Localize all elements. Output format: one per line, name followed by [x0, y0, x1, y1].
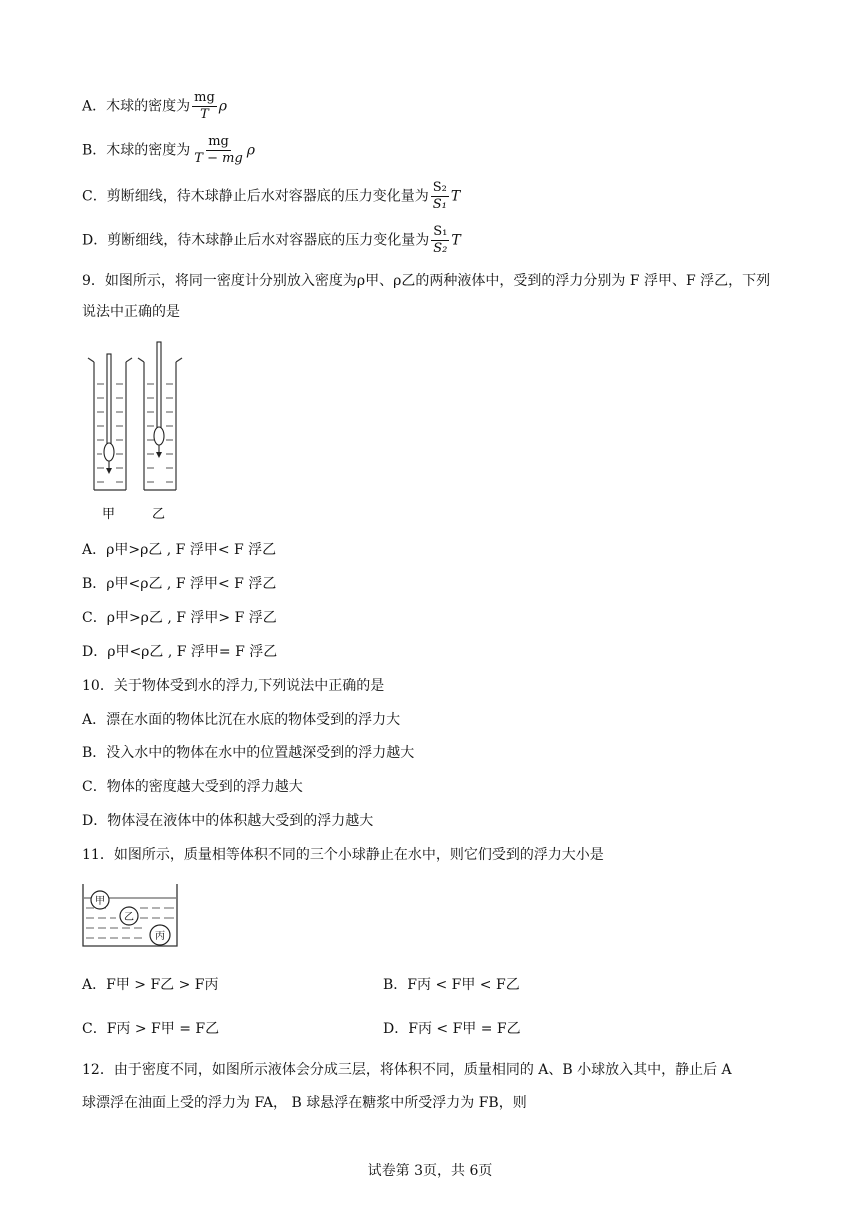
q10-option-d: D．物体浸在液体中的体积越大受到的浮力越大 — [82, 813, 374, 829]
q9-option-a: A．ρ甲>ρ乙 , F 浮甲< F 浮乙 — [82, 542, 277, 558]
q12-stem-line1: 12．由于密度不同，如图所示液体会分成三层，将体积不同，质量相同的 A、B 小球放入其中，静止后 A — [82, 1062, 732, 1078]
q8-option-c: C．剪断细线，待木球静止后水对容器底的压力变化量为 $\frac{\text{S₂}}{\text{S₁}}$ T — [82, 180, 461, 212]
q8-option-b-text: B．木球的密度为 — [82, 142, 191, 159]
q9-stem-line2: 说法中正确的是 — [82, 304, 180, 320]
q9-stem-line1: 9．如图所示，将同一密度计分别放入密度为ρ甲、ρ乙的两种液体中，受到的浮力分别为 F 浮甲、F 浮乙，下列 — [82, 273, 771, 289]
q8-option-d-text: D．剪断细线，待木球静止后水对容器底的压力变化量为 — [82, 232, 430, 249]
q9-figure-label-left: 甲 — [102, 507, 116, 522]
q11-ball-label-bing: 丙 — [155, 931, 165, 942]
q11-ball-label-jia: 甲 — [95, 896, 105, 907]
q11-option-d: D．F丙 < F甲 = F乙 — [383, 1021, 521, 1037]
q9-option-d: D．ρ甲<ρ乙 , F 浮甲= F 浮乙 — [82, 644, 278, 660]
q8-option-a-text: A．木球的密度为 — [82, 98, 191, 115]
q9-hydrometer-figure — [80, 340, 190, 525]
q11-ball-label-yi: 乙 — [124, 912, 134, 923]
q8-option-a-fraction: $\frac{mg}{T}$ — [194, 90, 215, 122]
q8-option-b-fraction: $\frac{mg}{T - mg}$ — [194, 134, 243, 166]
q8-option-c-text: C．剪断细线，待木球静止后水对容器底的压力变化量为 — [82, 188, 429, 205]
q11-option-b: B．F丙 < F甲 < F乙 — [383, 977, 520, 993]
q10-option-c: C．物体的密度越大受到的浮力越大 — [82, 779, 303, 795]
q8-option-c-fraction: $\frac{\text{S₂}}{\text{S₁}}$ — [432, 180, 447, 212]
q11-balls-figure — [80, 882, 180, 950]
q9-option-b: B．ρ甲<ρ乙 , F 浮甲< F 浮乙 — [82, 576, 277, 592]
q11-option-c: C．F丙 > F甲 = F乙 — [82, 1021, 220, 1037]
q12-stem-line2: 球漂浮在油面上受的浮力为 FA， B 球悬浮在糖浆中所受浮力为 FB，则 — [82, 1095, 527, 1111]
q9-option-c: C．ρ甲>ρ乙 , F 浮甲> F 浮乙 — [82, 610, 277, 626]
q8-option-b: B．木球的密度为 $\frac{mg}{T - mg}$ ρ — [82, 134, 256, 166]
q11-stem: 11．如图所示，质量相等体积不同的三个小球静止在水中，则它们受到的浮力大小是 — [82, 847, 604, 863]
q9-figure-label-right: 乙 — [152, 507, 166, 522]
q10-stem: 10．关于物体受到水的浮力,下列说法中正确的是 — [82, 678, 385, 694]
q8-option-d-fraction: $\frac{\text{S₁}}{\text{S₂}}$ — [433, 224, 448, 256]
q8-option-d: D．剪断细线，待木球静止后水对容器底的压力变化量为 $\frac{\text{S₁}}{\text{S₂}}$ T — [82, 224, 461, 256]
page-footer: 试卷第 3页，共 6页 — [367, 1163, 493, 1179]
q11-option-a: A．F甲 > F乙 > F丙 — [82, 977, 219, 993]
q10-option-a: A．漂在水面的物体比沉在水底的物体受到的浮力大 — [82, 712, 401, 728]
q8-option-a: A．木球的密度为 $\frac{mg}{T}$ ρ — [82, 90, 228, 122]
q10-option-b: B．没入水中的物体在水中的位置越深受到的浮力越大 — [82, 745, 415, 761]
